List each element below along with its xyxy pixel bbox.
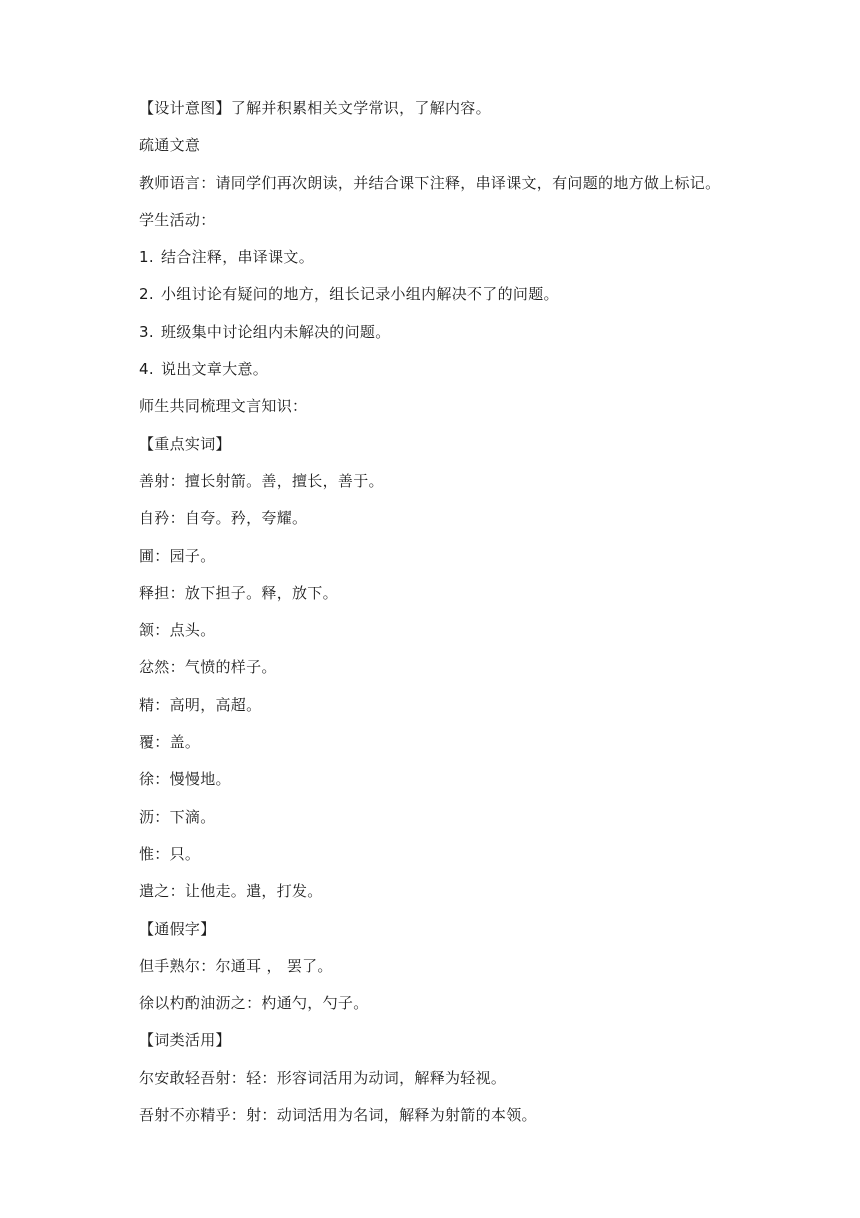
vocab-entry: 圃：园子。 [139,546,216,565]
vocab-entry: 徐：慢慢地。 [139,770,231,789]
knowledge-intro: 师生共同梳理文言知识： [139,397,308,416]
list-number: 3. [139,322,154,341]
list-item-text: 班级集中讨论组内未解决的问题。 [161,322,391,341]
vocab-entry: 自矜：自夸。矜，夸耀。 [139,509,308,528]
list-item [139,351,829,388]
vocab-entry: 颔：点头。 [139,621,216,640]
section-heading-word-class-shift: 【词类活用】 [139,1031,231,1050]
list-number: 1. [139,248,154,267]
vocab-entry: 遣之：让他走。遣，打发。 [139,882,323,901]
list-item [139,276,829,313]
word-class-entry: 吾射不亦精乎：射：动词活用为名词，解释为射箭的本领。 [139,1106,537,1125]
list-item-text: 小组讨论有疑问的地方，组长记录小组内解决不了的问题。 [161,285,559,304]
list-item [139,239,829,276]
teacher-instruction: 教师语言：请同学们再次朗读，并结合课下注释，串译课文，有问题的地方做上标记。 [139,173,721,192]
word-class-entry: 尔安敢轻吾射：轻：形容词活用为动词，解释为轻视。 [139,1068,507,1087]
vocab-entry: 忿然：气愤的样子。 [139,658,277,677]
list-item-text: 结合注释，串译课文。 [161,248,315,267]
list-item-text: 说出文章大意。 [161,360,269,379]
vocab-entry: 覆：盖。 [139,733,201,752]
list-number: 2. [139,285,154,304]
loan-character-entry: 徐以杓酌油沥之：杓通勺，勺子。 [139,994,369,1013]
vocab-entry: 精：高明，高超。 [139,695,262,714]
list-item [139,314,829,351]
section-heading-loan-characters: 【通假字】 [139,919,216,938]
section-heading-key-words: 【重点实词】 [139,434,231,453]
student-activity-heading: 学生活动： [139,210,216,229]
document-body [139,90,829,1134]
list-number: 4. [139,360,154,379]
loan-character-entry: 但手熟尔：尔通耳 ， 罢了。 [139,956,333,975]
vocab-entry: 惟：只。 [139,844,201,863]
vocab-entry: 沥：下滴。 [139,807,216,826]
design-intent-line: 【设计意图】了解并积累相关文学常识，了解内容。 [139,99,491,117]
vocab-entry: 释担：放下担子。释，放下。 [139,583,338,602]
vocab-entry: 善射：擅长射箭。善，擅长，善于。 [139,471,384,490]
section-heading-translation: 疏通文意 [139,136,201,155]
